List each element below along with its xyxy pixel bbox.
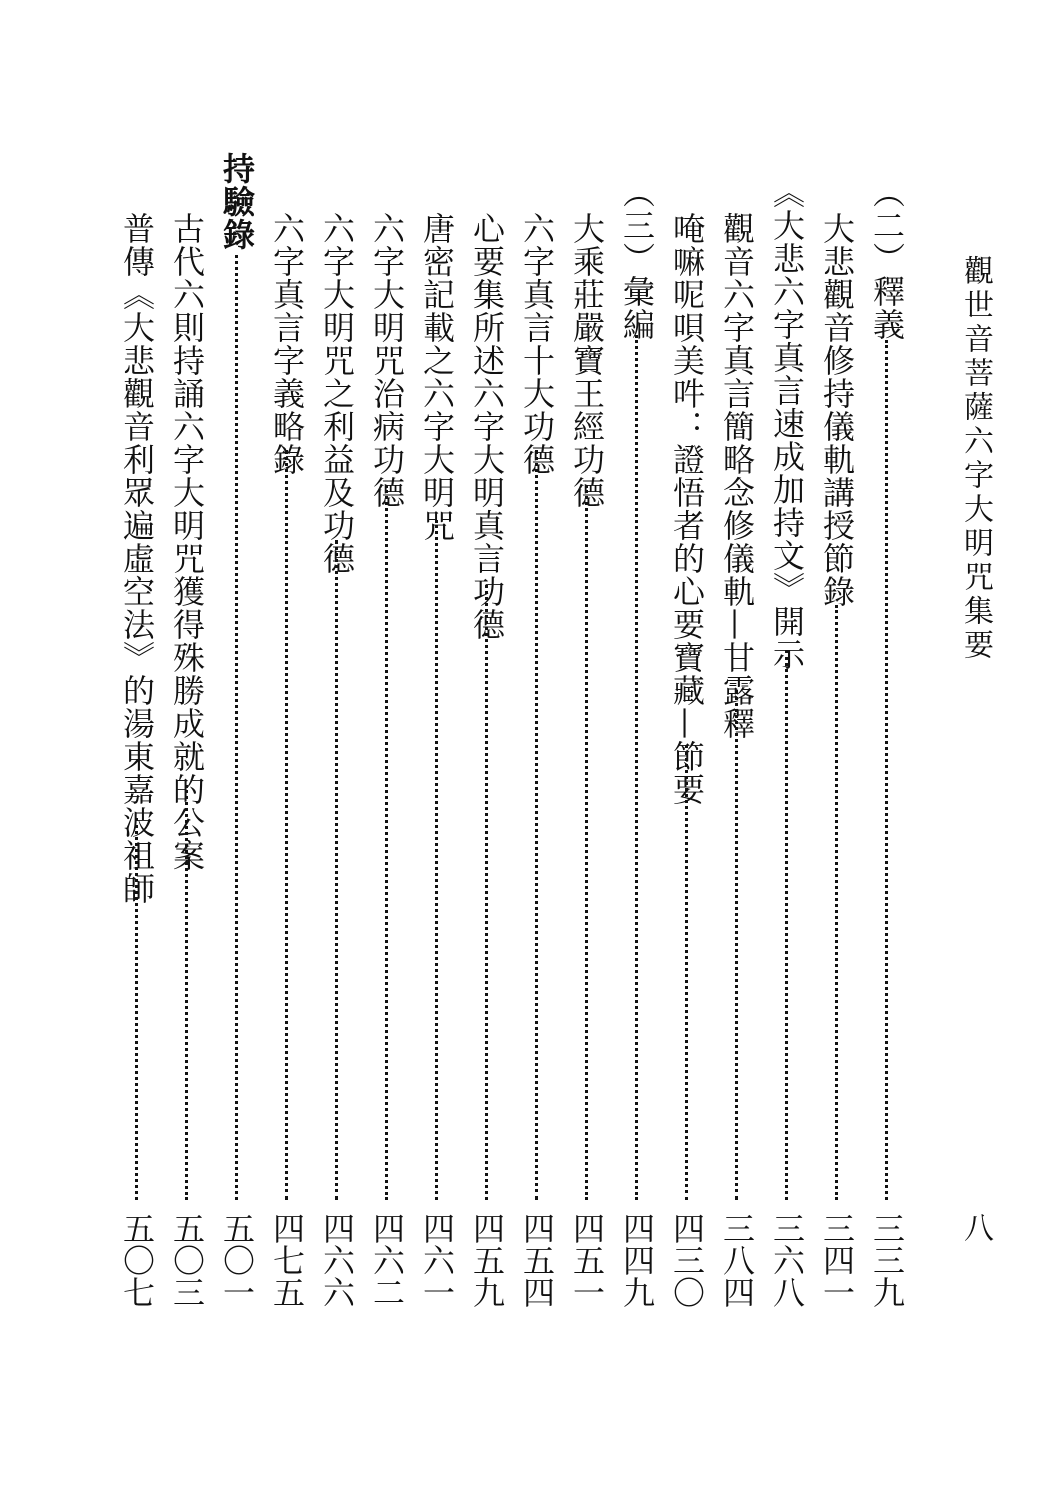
toc-entry xyxy=(366,0,408,1492)
dot-leader xyxy=(135,818,142,1200)
dot-leader xyxy=(435,520,442,1200)
toc-entry-page: 四三〇 xyxy=(668,1212,706,1308)
toc-entry-title: 普傳《大悲觀音利眾遍虛空法》的湯東嘉波祖師 xyxy=(118,212,156,905)
toc-entry-title: 古代六則持誦六字大明咒獲得殊勝成就的公案 xyxy=(168,212,206,872)
toc-entry-title: 《大悲六字真言速成加持文》開示 xyxy=(768,176,806,671)
toc-entry-title: 六字大明咒之利益及功德 xyxy=(318,212,356,575)
dot-leader xyxy=(635,335,642,1200)
dot-leader xyxy=(535,450,542,1200)
dot-leader xyxy=(185,785,192,1200)
toc-entry xyxy=(316,0,358,1492)
toc-entry-page: 四四九 xyxy=(618,1212,656,1308)
toc-entry-title: （三）彙編 xyxy=(618,176,656,341)
dot-leader xyxy=(335,540,342,1200)
toc-entry-page: 五〇三 xyxy=(168,1212,206,1308)
dot-leader xyxy=(835,605,842,1200)
toc-entry-page: 四七五 xyxy=(268,1212,306,1308)
toc-entry xyxy=(116,0,158,1492)
dot-leader xyxy=(585,485,592,1200)
toc-entry xyxy=(716,0,758,1492)
toc-entry-title: （二）釋義 xyxy=(868,176,906,341)
toc-entry xyxy=(166,0,208,1492)
toc-entry-page: 三三九 xyxy=(868,1212,906,1308)
running-title: 觀世音菩薩六字大明咒集要 xyxy=(958,255,993,663)
toc-entry-page: 四六一 xyxy=(418,1212,456,1308)
toc-entry-page: 四五一 xyxy=(568,1212,606,1308)
toc-entry xyxy=(616,0,658,1492)
toc-entry xyxy=(566,0,608,1492)
toc-entry-title: 六字真言十大功德 xyxy=(518,212,556,476)
toc-entry-title: 大悲觀音修持儀軌講授節錄 xyxy=(818,212,856,608)
toc-entry-title: 六字真言字義略錄 xyxy=(268,212,306,476)
toc-entry-page: 三四一 xyxy=(818,1212,856,1308)
toc-entry-page: 三六八 xyxy=(768,1212,806,1308)
toc-entry xyxy=(816,0,858,1492)
dot-leader xyxy=(235,255,242,1200)
dot-leader xyxy=(485,585,492,1200)
toc-entry xyxy=(466,0,508,1492)
dot-leader xyxy=(685,745,692,1200)
toc-entry xyxy=(416,0,458,1492)
toc-entry xyxy=(516,0,558,1492)
toc-entry xyxy=(766,0,808,1492)
dot-leader xyxy=(885,340,892,1200)
toc-entry xyxy=(666,0,708,1492)
toc-entry-title: 持驗錄 xyxy=(218,152,256,251)
toc-entry-title: 心要集所述六字大明真言功德 xyxy=(468,212,506,641)
toc-entry-page: 四六六 xyxy=(318,1212,356,1308)
toc-entry-page: 五〇一 xyxy=(218,1212,256,1308)
dot-leader xyxy=(285,450,292,1200)
dot-leader xyxy=(385,485,392,1200)
toc-entry-title: 大乘莊嚴寶王經功德 xyxy=(568,212,606,509)
dot-leader xyxy=(735,690,742,1200)
toc-entry xyxy=(266,0,308,1492)
toc-entry xyxy=(866,0,908,1492)
toc-entry-page: 四五九 xyxy=(468,1212,506,1308)
dot-leader xyxy=(785,650,792,1200)
toc-entry-page: 四六二 xyxy=(368,1212,406,1308)
toc-entry-title: 唐密記載之六字大明咒 xyxy=(418,212,456,542)
toc-entry xyxy=(216,0,258,1492)
toc-entry-title: 六字大明咒治病功德 xyxy=(368,212,406,509)
toc-entry-page: 五〇七 xyxy=(118,1212,156,1308)
toc-entry-title: 唵嘛呢唄美吽：證悟者的心要寶藏—節要 xyxy=(668,212,706,806)
toc-entry-page: 三八四 xyxy=(718,1212,756,1308)
toc-entry-page: 四五四 xyxy=(518,1212,556,1308)
toc-entry-title: 觀音六字真言簡略念修儀軌—甘露釋 xyxy=(718,212,756,740)
page-number: 八 xyxy=(958,1212,993,1242)
